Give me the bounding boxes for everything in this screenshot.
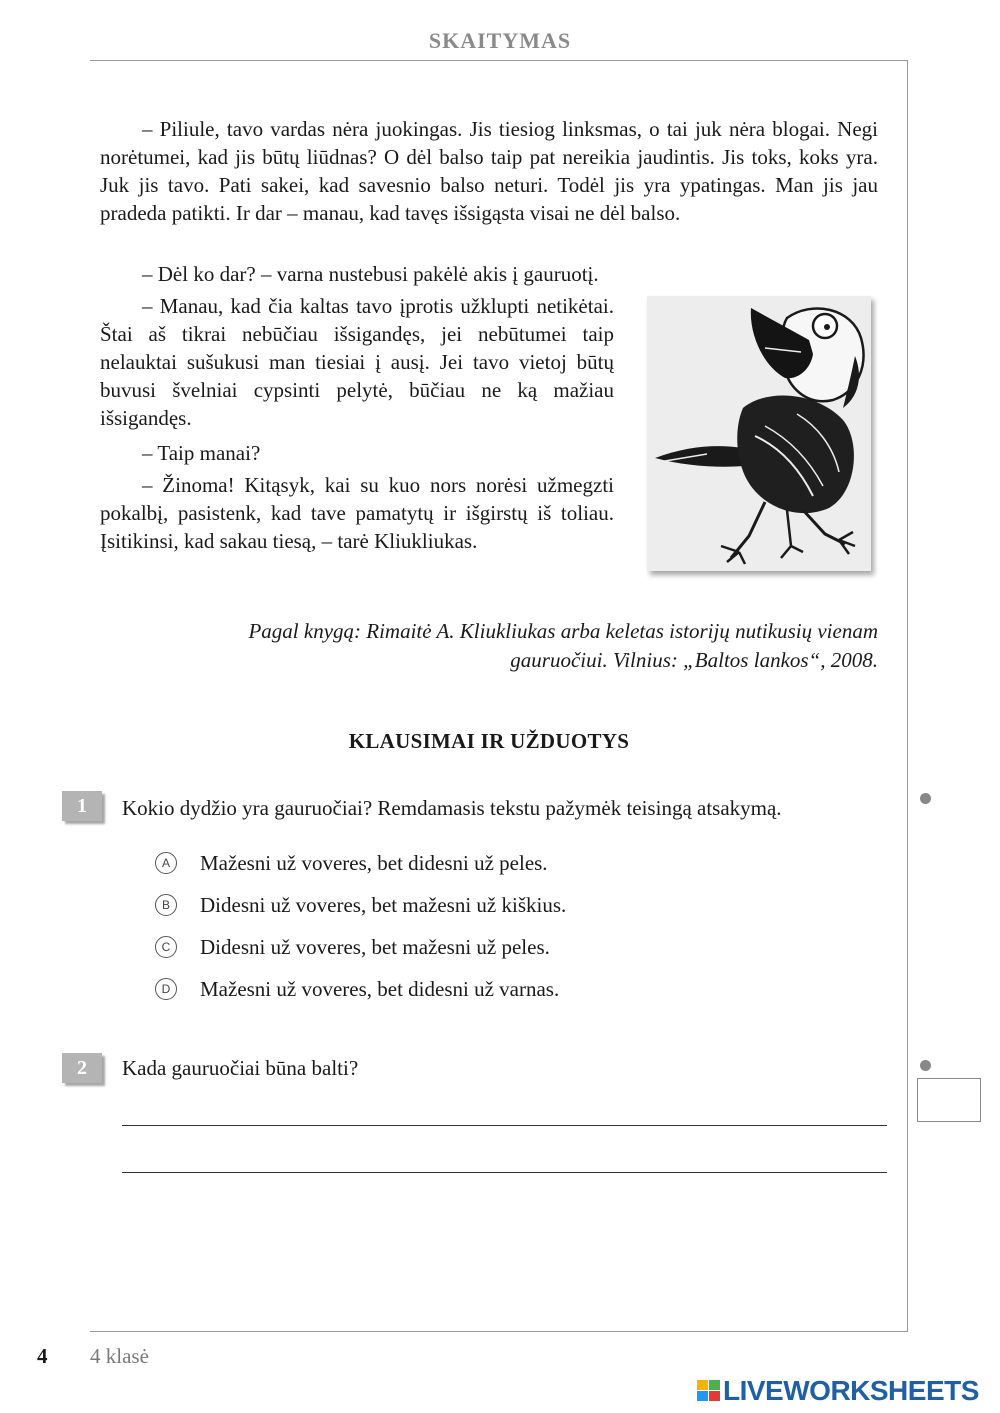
- option-a-label: Mažesni už voveres, bet didesni už peles.: [200, 851, 548, 875]
- source-citation: [120, 617, 878, 675]
- frame-right-rule: [907, 60, 908, 1332]
- option-c-radio[interactable]: C: [155, 936, 177, 958]
- page-number: 4: [37, 1344, 48, 1368]
- question-2-score-dot: [920, 1060, 931, 1071]
- questions-section-title: KLAUSIMAI IR UŽDUOTYS: [348, 729, 630, 753]
- footer-grade-label: 4 klasė: [90, 1344, 149, 1368]
- question-1-text: Kokio dydžio yra gauruočiai? Remdamasis tekstu pažymėk teisingą atsakymą.: [122, 796, 782, 820]
- question-1-score-dot: [920, 793, 931, 804]
- option-b-label: Didesni už voveres, bet mažesni už kiškius.: [200, 893, 567, 917]
- question-2-number-badge: 2: [62, 1053, 102, 1083]
- story-paragraph-2: – Dėl ko dar? – varna nustebusi pakėlė akis į gauruotį.: [142, 262, 599, 286]
- story-paragraph-5: – Žinoma! Kitąsyk, kai su kuo nors norėsi užmegzti pokalbį, pasistenk, kad tave pamatytų ir išgirstų iš toliau. Įsitikinsi, kad sakau tiesą, – tarė Kliukliukas.: [100, 473, 614, 553]
- question-2-score-box[interactable]: [917, 1078, 981, 1122]
- question-2-text: Kada gauruočiai būna balti?: [122, 1056, 359, 1080]
- liveworksheets-wordmark: LIVEWORKSHEETS: [723, 1375, 979, 1406]
- option-d-radio[interactable]: D: [155, 978, 177, 1000]
- liveworksheets-logo-icon: [697, 1380, 721, 1402]
- option-c-label: Didesni už voveres, bet mažesni už peles.: [200, 935, 550, 959]
- crow-illustration: [647, 296, 871, 571]
- story-paragraph-4: – Taip manai?: [142, 441, 261, 465]
- option-a-radio[interactable]: A: [155, 852, 177, 874]
- crow-drawing-icon: [647, 296, 871, 571]
- story-paragraph-3: – Manau, kad čia kaltas tavo įprotis užklupti netikėtai. Štai aš tikrai nebūčiau išsigandęs, jei nebūtumei taip nelauktai sušukusi man tiesiai į ausį. Jei tavo vietoj būtų buvusi švelniai cypsinti pelytė, būčiau ne ką mažiau išsigandęs.: [100, 294, 614, 430]
- source-citation-line-1: Pagal knygą: Rimaitė A. Kliukliukas arba keletas istorijų nutikusių vienam: [248, 619, 878, 643]
- option-b-radio[interactable]: B: [155, 894, 177, 916]
- source-citation-line-2: gauruočiui. Vilnius: „Baltos lankos“, 2008.: [510, 648, 878, 672]
- option-d-label: Mažesni už voveres, bet didesni už varnas.: [200, 977, 560, 1001]
- frame-bottom-rule: [90, 1331, 908, 1332]
- frame-top-rule: [90, 60, 908, 61]
- story-paragraph-1: – Piliule, tavo vardas nėra juokingas. Jis tiesiog linksmas, o tai juk nėra blogai. Negi norėtumei, kad jis būtų liūdnas? O dėl balso taip pat nereikia jaudintis. Jis toks, koks yra. Juk jis tavo. Pati sakei, kad savesnio balso neturi. Todėl jis yra ypatingas. Man jis jau pradeda patikti. Ir dar – manau, kad tavęs išsigąsta visai ne dėl balso.: [100, 117, 878, 225]
- question-2-answer-line-1[interactable]: [122, 1125, 887, 1126]
- question-1-number-badge: 1: [62, 791, 102, 821]
- page-header-title: SKAITYMAS: [428, 28, 572, 53]
- question-2-answer-line-2[interactable]: [122, 1172, 887, 1173]
